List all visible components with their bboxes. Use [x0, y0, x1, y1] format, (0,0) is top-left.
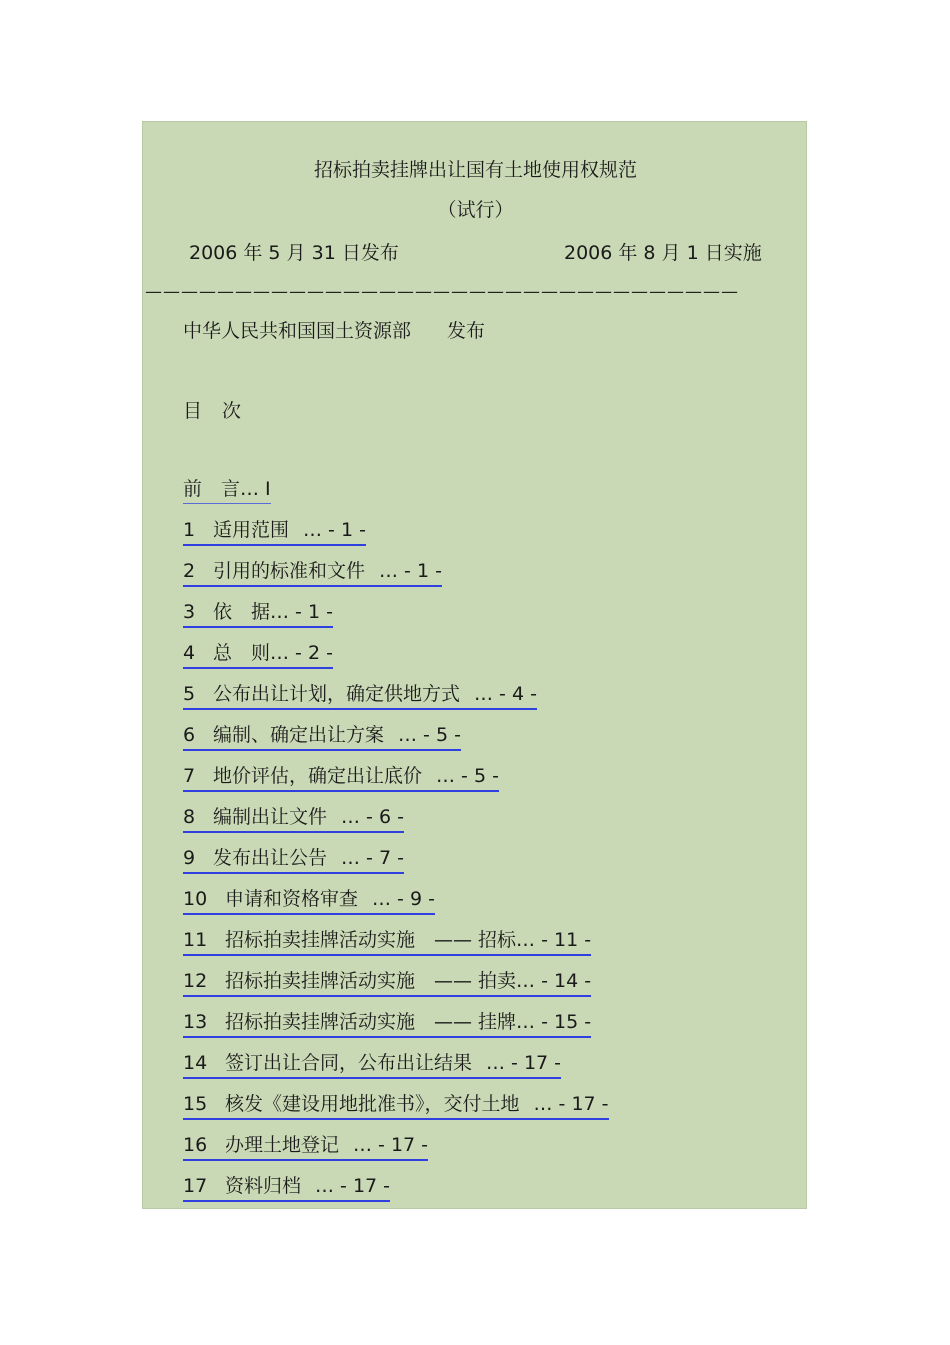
toc-page: … - 4 - — [474, 683, 537, 705]
toc-label: 引用的标准和文件 — [213, 560, 366, 582]
toc-number: 9 — [183, 847, 196, 869]
toc-label: 适用范围 — [213, 519, 290, 541]
toc-number: 17 — [183, 1175, 208, 1197]
toc-page: … - 6 - — [341, 806, 404, 828]
toc-number: 10 — [183, 888, 208, 910]
toc-number: 14 — [183, 1052, 208, 1074]
toc-link-preface[interactable] — [183, 477, 271, 504]
issuer-line — [183, 319, 485, 343]
toc-number: 7 — [183, 765, 196, 787]
toc-number: 6 — [183, 724, 196, 746]
toc-label: 办理土地登记 — [225, 1134, 340, 1156]
divider-line: ————————————————————————————————— — [145, 282, 739, 302]
toc-page: … - 17 - — [315, 1175, 391, 1197]
toc-page: … - 5 - — [436, 765, 499, 787]
toc-heading-part2: 次 — [222, 400, 242, 422]
toc-page: … - 7 - — [341, 847, 404, 869]
toc-label: 发布出让公告 — [213, 847, 328, 869]
toc-link-16[interactable] — [183, 1133, 428, 1161]
toc-page: … - 17 - — [486, 1052, 562, 1074]
toc-number: 16 — [183, 1134, 208, 1156]
toc-label: 申请和资格审查 — [225, 888, 359, 910]
toc-label: 依 据 — [213, 601, 271, 623]
issuer-name: 中华人民共和国国土资源部 — [183, 320, 412, 342]
toc-page: … - 1 - — [270, 601, 333, 623]
toc-label: 总 则 — [213, 642, 271, 664]
toc-link-1[interactable] — [183, 518, 366, 546]
toc-label: 地价评估，确定出让底价 — [213, 765, 423, 787]
toc-page: … I — [240, 478, 271, 500]
issuer-action: 发布 — [447, 320, 486, 342]
toc-link-12[interactable] — [183, 969, 591, 997]
toc-page: … - 14 - — [516, 970, 592, 992]
toc-page: … - 17 - — [533, 1093, 609, 1115]
toc-number: 15 — [183, 1093, 208, 1115]
toc-link-6[interactable] — [183, 723, 461, 751]
toc-label: 公布出让计划，确定供地方式 — [213, 683, 461, 705]
toc-link-5[interactable] — [183, 682, 537, 710]
toc-label: 招标拍卖挂牌活动实施 —— 挂牌 — [225, 1011, 517, 1033]
toc-link-14[interactable] — [183, 1051, 561, 1079]
toc-label: 招标拍卖挂牌活动实施 —— 招标 — [225, 929, 517, 951]
toc-heading-part1: 目 — [183, 400, 203, 422]
toc-link-15[interactable] — [183, 1092, 609, 1120]
toc-number: 2 — [183, 560, 196, 582]
toc-page: … - 1 - — [303, 519, 366, 541]
toc-number: 12 — [183, 970, 208, 992]
effective-date: 2006 年 8 月 1 日实施 — [564, 242, 762, 264]
toc-label: 编制、确定出让方案 — [213, 724, 385, 746]
toc-page: … - 2 - — [270, 642, 333, 664]
toc-label: 编制出让文件 — [213, 806, 328, 828]
toc-number: 13 — [183, 1011, 208, 1033]
toc-number: 4 — [183, 642, 196, 664]
toc-link-8[interactable] — [183, 805, 404, 833]
document-title: 招标拍卖挂牌出让国有土地使用权规范 — [313, 159, 637, 181]
toc-label: 前 言 — [183, 478, 241, 500]
toc-number: 3 — [183, 601, 196, 623]
toc-link-9[interactable] — [183, 846, 404, 874]
toc-link-3[interactable] — [183, 600, 333, 628]
toc-page: … - 1 - — [379, 560, 442, 582]
toc-page: … - 9 - — [372, 888, 435, 910]
toc-link-4[interactable] — [183, 641, 333, 669]
toc-number: 8 — [183, 806, 196, 828]
toc-number: 1 — [183, 519, 196, 541]
toc-link-2[interactable] — [183, 559, 442, 587]
document-panel — [142, 121, 807, 1209]
toc-number: 5 — [183, 683, 196, 705]
toc-number: 11 — [183, 929, 208, 951]
toc-label: 签订出让合同，公布出让结果 — [225, 1052, 473, 1074]
toc-label: 核发《建设用地批准书》，交付土地 — [225, 1093, 520, 1115]
toc-page: … - 5 - — [398, 724, 461, 746]
publish-date: 2006 年 5 月 31 日发布 — [189, 242, 399, 264]
toc-link-17[interactable] — [183, 1174, 390, 1202]
toc-link-10[interactable] — [183, 887, 435, 915]
toc-link-13[interactable] — [183, 1010, 591, 1038]
document-subtitle: （试行） — [437, 199, 514, 221]
toc-page: … - 17 - — [353, 1134, 429, 1156]
toc-link-11[interactable] — [183, 928, 591, 956]
toc-page: … - 15 - — [516, 1011, 592, 1033]
toc-page: … - 11 - — [516, 929, 592, 951]
toc-link-7[interactable] — [183, 764, 499, 792]
toc-label: 资料归档 — [225, 1175, 302, 1197]
toc-heading — [183, 399, 241, 423]
toc-label: 招标拍卖挂牌活动实施 —— 拍卖 — [225, 970, 517, 992]
